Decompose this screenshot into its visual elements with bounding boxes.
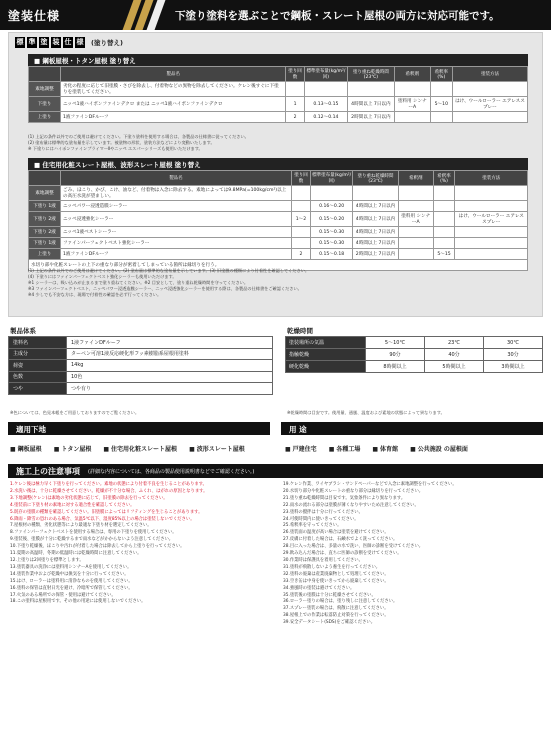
- table-cell: 4時間以上 7日以内: [353, 238, 399, 249]
- substrate-list: [10, 444, 245, 453]
- usage-item: ■ 戸建住宅: [285, 444, 317, 453]
- caution-item: 39.安全データシート(SDS)をご確認ください。: [283, 620, 375, 626]
- slate-title: ■ 住宅用化粧スレート屋根、波形スレート屋根 塗り替え: [28, 158, 528, 171]
- table-row: [29, 112, 528, 123]
- caution-item: 24.可使時間内に使いきってください。: [283, 516, 359, 522]
- table-cell: [433, 186, 455, 201]
- table-cell: [347, 82, 394, 97]
- row-label: 素地調整: [29, 82, 61, 97]
- usage-item: ■ 体育館: [372, 444, 398, 453]
- table-cell: 0.15〜0.30: [311, 227, 353, 238]
- note-line: ※3 ファインパーフェクトベスト、ニッペパワー浸透造膜シーラー、ニッペ浸透強化シーラーを使用する際は、各製品の仕様書をご確認ください。: [28, 286, 302, 291]
- note-line: ※4 少しでも不安な方は、現場で付着性の確認を必ず行ってください。: [28, 292, 162, 297]
- table-cell: [430, 82, 452, 97]
- caution-bar: [8, 464, 543, 478]
- table-row: [9, 371, 273, 383]
- product-cell: ニッペパワー浸透造膜シーラー: [61, 201, 292, 212]
- table-cell: [455, 249, 528, 260]
- table-row: [9, 337, 273, 349]
- page-title: 塗装仕様: [8, 9, 61, 23]
- product-cell: 1液ファインDFルーフ: [61, 249, 292, 260]
- product-value: 1液ファインDFルーフ: [67, 337, 273, 349]
- table-cell: 0.15〜0.18: [311, 249, 353, 260]
- table-row: [9, 383, 273, 395]
- caution-item: 17.火気のある場所での保管・使用は避けてください。: [10, 592, 116, 598]
- table-cell: [398, 249, 433, 260]
- caution-item: 7.屋根材の種類、劣化状態等により最適な下塗り材を選定してください。: [10, 523, 152, 529]
- caution-subtitle: (詳細な内容については、各商品の製品使用説明書などでご確認ください。): [88, 468, 255, 475]
- table-row: [29, 227, 528, 238]
- row-label: 下塗り 1液: [29, 238, 61, 249]
- caution-item: 38.屋根上での作業は転落防止対策を行ってください。: [283, 613, 389, 619]
- column-header: 23℃: [425, 337, 484, 349]
- product-key: 色数: [9, 371, 67, 383]
- column-header: 標準塗布量(kg/m²/回): [311, 171, 353, 186]
- table-cell: 0.15〜0.20: [311, 212, 353, 227]
- caution-item: 19.ケレン作業、ワイヤブラシ・サンドペーパーなどで入念に素地調整を行ってください。: [283, 482, 457, 487]
- table-row: [29, 201, 528, 212]
- note-line: (4) 下塗りにはファインパーフェクトベスト強化シーラーも使用いただけます。: [28, 274, 177, 279]
- table-cell: 8時間以上: [366, 361, 425, 373]
- table-footer-cell: 水切り部や化粧スレートの上下の重なり部分が密着してしまっている箇所は縁切りを行う。: [29, 260, 528, 271]
- badge-char: 標: [16, 38, 24, 46]
- caution-item: 18.この塗料は屋根用です。その他の用途には使用しないでください。: [10, 599, 146, 605]
- table-cell: 塗料用 シンナーA: [398, 212, 433, 227]
- caution-item: 31.塗料が飛散しないよう養生を行ってください。: [283, 564, 381, 570]
- table-cell: 3時間以上: [484, 361, 543, 373]
- header-bar: [0, 0, 551, 30]
- column-header: 30℃: [484, 337, 543, 349]
- column-header: 希釈率(%): [433, 171, 455, 186]
- column-header: 塗り回数: [286, 67, 305, 82]
- table-cell: 5〜10: [430, 97, 452, 112]
- caution-item: 28.目に入った場合は、多量の水で洗い、医師の診断を受けてください。: [283, 544, 424, 550]
- product-table: [8, 336, 273, 395]
- slate-table: [28, 170, 528, 271]
- note-line: (1) 上記の条件以外でのご使用は避けてください。(2) 塗布量は標準的な塗布量を示しています。(3) 旧塗膜の種類により付着性を確認してください。: [28, 268, 310, 273]
- substrate-title: 適用下地: [8, 422, 270, 435]
- table-cell: [398, 201, 433, 212]
- note-line: (1) 上記の条件以外でのご使用は避けてください。下塗り塗料を使用する場合は、各製品の仕様書に従ってください。: [28, 134, 249, 139]
- product-cell: 1液ファインDFルーフ: [61, 112, 286, 123]
- column-header: 塗装方法: [452, 67, 527, 82]
- table-cell: [398, 186, 433, 201]
- row-label: 下塗り: [29, 97, 61, 112]
- spec-badge: [15, 37, 123, 48]
- caution-item: 22.雨水の流れる部分は塗膜が薄くなりやすいため注意してください。: [283, 502, 419, 508]
- table-cell: 0.15〜0.30: [311, 238, 353, 249]
- slate-notes: [28, 268, 528, 298]
- table-cell: 塗料用 シンナーA: [394, 97, 430, 112]
- table-cell: 0.13〜0.15: [304, 97, 347, 112]
- table-cell: [291, 186, 310, 201]
- table-cell: [452, 112, 527, 123]
- table-row: [29, 212, 528, 227]
- product-key: 塗料名: [9, 337, 67, 349]
- column-header: 製品名: [61, 171, 292, 186]
- steel-table: [28, 66, 528, 123]
- table-row: [29, 186, 528, 201]
- table-cell: [311, 186, 353, 201]
- product-cell: ファインパーフェクトベスト強化シーラー: [61, 238, 292, 249]
- column-header: 希釈剤: [398, 171, 433, 186]
- badge-char: 仕: [64, 38, 72, 46]
- row-label: 上塗り: [29, 249, 61, 260]
- product-value: ターペン可溶1液反応硬化形フッ素樹脂系屋根用塗料: [67, 348, 273, 360]
- table-row: [9, 360, 273, 372]
- table-cell: [433, 212, 455, 227]
- substrate-item: ■ 波形スレート屋根: [189, 444, 245, 453]
- caution-item: 27.皮膚に付着した場合は、石鹸水でよく洗ってください。: [283, 537, 398, 543]
- table-header-row: [286, 337, 543, 349]
- usage-item: ■ 公共施設 の屋根面: [410, 444, 468, 453]
- table-cell: 5〜15: [433, 249, 455, 260]
- table-cell: [433, 238, 455, 249]
- table-header-row: [29, 67, 528, 82]
- drying-title: 乾燥時間: [287, 327, 313, 335]
- table-cell: 4時間以上 7日以内: [353, 201, 399, 212]
- caution-item: 14.塗装作業中および乾燥中は換気を十分に行ってください。: [10, 571, 129, 577]
- table-cell: はけ、ウールローラー エアレススプレー: [452, 97, 527, 112]
- column-header: [29, 171, 61, 186]
- product-cell: ごみ、ほこり、かび、こけ、油など、付着物は入念に除去する。素地によっては9.8MPa(=100kg/cm²)以上の高圧水洗が望ましい。: [61, 186, 292, 201]
- caution-item: 10.下塗り乾燥後、ほこりや汚れが付着した場合は除去してから上塗りを行ってください。: [10, 544, 185, 550]
- table-cell: 2: [286, 112, 305, 123]
- table-cell: 5時間以上: [425, 361, 484, 373]
- drying-note: ※乾燥時間は目安です。使用量、通風、温度および素地の状態によって異なります。: [287, 410, 445, 415]
- table-cell: [286, 82, 305, 97]
- table-cell: [353, 186, 399, 201]
- product-value: 10色: [67, 371, 273, 383]
- caution-right: [283, 482, 545, 627]
- row-label: 下塗り 2液: [29, 227, 61, 238]
- table-row: [29, 97, 528, 112]
- table-cell: 2時間以上 7日以内: [347, 112, 394, 123]
- column-header: 希釈剤: [394, 67, 430, 82]
- table-cell: 4時間以上 7日以内: [353, 212, 399, 227]
- table-cell: 2時間以上 7日以内: [353, 249, 399, 260]
- table-cell: 4時間以上 7日以内: [347, 97, 394, 112]
- drying-table: [285, 336, 543, 373]
- product-note: ※色については、色見本帳をご用意しておりますのでご覧ください。: [10, 410, 140, 415]
- column-header: 塗り回数: [291, 171, 310, 186]
- column-header: 標準塗布量(kg/m²/回): [304, 67, 347, 82]
- caution-item: 25.希釈率を守ってください。: [283, 523, 342, 529]
- steel-title: ■ 鋼板屋根・トタン屋根 塗り替え: [28, 54, 528, 67]
- note-line: ※1 シーラーは、吸い込みが止まるまで塗り重ねてください。※2 目安として、塗り重ね乾燥時間を守ってください。: [28, 280, 249, 285]
- table-cell: [430, 112, 452, 123]
- row-label: 下塗り 2液: [29, 212, 61, 227]
- caution-item: 20.水切り部分や化粧スレートの重なり部分は縁切りを行ってください。: [283, 488, 424, 494]
- note-line: (2) 塗布量は標準的な塗布量を示しています。被塗物の形状、塗装方法などにより変動いたします。: [28, 140, 215, 145]
- caution-item: 36.ローラー塗りの場合は、塗り残しに注意してください。: [283, 599, 398, 605]
- caution-item: 30.作業時は保護具を着用してください。: [283, 557, 363, 563]
- usage-title: 用 途: [281, 422, 543, 435]
- table-cell: [291, 238, 310, 249]
- table-cell: [398, 227, 433, 238]
- column-header: [29, 67, 61, 82]
- column-header: 製品名: [61, 67, 286, 82]
- table-cell: 0.12〜0.14: [304, 112, 347, 123]
- drying-key: 硬化乾燥: [286, 361, 366, 373]
- row-label: 上塗り: [29, 112, 61, 123]
- caution-item: 37.スプレー塗装の場合は、飛散に注意してください。: [283, 606, 389, 612]
- table-cell: 2: [291, 249, 310, 260]
- row-label: 下塗り 1液: [29, 201, 61, 212]
- row-label: 素地調整: [29, 186, 61, 201]
- product-key: つや: [9, 383, 67, 395]
- table-row: [286, 349, 543, 361]
- table-cell: 40分: [425, 349, 484, 361]
- table-cell: [394, 112, 430, 123]
- substrate-item: ■ トタン屋根: [54, 444, 92, 453]
- table-cell: 30分: [484, 349, 543, 361]
- table-cell: 0.16〜0.20: [311, 201, 353, 212]
- caution-item: 2.水洗い後は、十分に乾燥させてください。乾燥が不十分な場合、ふくれ、はがれの原因となります。: [10, 488, 208, 494]
- product-key: 荷姿: [9, 360, 67, 372]
- caution-item: 32.塗料の廃棄は産業廃棄物として処理してください。: [283, 571, 389, 577]
- table-cell: 1: [286, 97, 305, 112]
- table-cell: [398, 238, 433, 249]
- drying-key: 指触乾燥: [286, 349, 366, 361]
- table-cell: 90分: [366, 349, 425, 361]
- caution-item: 34.強風時の塗装は避けてください。: [283, 585, 355, 591]
- steel-notes: [28, 134, 528, 152]
- usage-list: [285, 444, 468, 453]
- column-header: 5〜10℃: [366, 337, 425, 349]
- table-cell: [394, 82, 430, 97]
- table-cell: [455, 227, 528, 238]
- table-header-row: [29, 171, 528, 186]
- note-line: ※ 下塗りにはハイポンファインプライマーⅡやニッペ エスパーシリーズも使用いただけます。: [28, 146, 203, 151]
- substrate-item: ■ 住宅用化粧スレート屋根: [103, 444, 177, 453]
- table-row: [29, 249, 528, 260]
- table-row: [29, 238, 528, 249]
- caution-item: 15.はけ、ローラーは塗料用に清浄なものを使用してください。: [10, 578, 133, 584]
- table-row: [29, 82, 528, 97]
- caution-item: 26.塗装面の温度が高い場合は塗装を避けてください。: [283, 530, 389, 536]
- table-cell: [455, 201, 528, 212]
- caution-left: [10, 482, 272, 606]
- badge-char: 塗: [40, 38, 48, 46]
- table-cell: はけ、ウールローラー エアレススプレー: [455, 212, 528, 227]
- caution-title: 施工上の注意事項: [16, 466, 80, 476]
- badge-after: (塗り替え): [91, 39, 123, 47]
- caution-item: 33.空き缶は中身を使いきってから廃棄してください。: [283, 578, 389, 584]
- page-tagline: 下塗り塗料を選ぶことで鋼板・スレート屋根の両方に対応可能です。: [175, 10, 500, 22]
- product-value: 14kg: [67, 360, 273, 372]
- column-header: 塗装場所の気温: [286, 337, 366, 349]
- table-cell: [291, 227, 310, 238]
- table-cell: 4時間以上 7日以内: [353, 227, 399, 238]
- table-cell: [455, 186, 528, 201]
- table-cell: 1〜2: [291, 212, 310, 227]
- caution-item: 11.夏期の高温時、冬期の低温時には乾燥時間に注意してください。: [10, 551, 142, 557]
- caution-item: 9.塗装後、塗膜が十分に乾燥するまで雨水などがかからないよう注意してください。: [10, 537, 174, 543]
- column-header: 塗り重ね乾燥時間(23℃): [347, 67, 394, 82]
- table-cell: [433, 227, 455, 238]
- product-value: つや有り: [67, 383, 273, 395]
- badge-char: 準: [28, 38, 36, 46]
- caution-item: 16.塗料の保管は直射日光を避け、冷暗所で保管してください。: [10, 585, 133, 591]
- product-title: 製品体系: [10, 327, 36, 335]
- product-cell: ニッペ1液ベストシーラー: [61, 227, 292, 238]
- table-cell: [452, 82, 527, 97]
- table-row: [286, 361, 543, 373]
- product-key: 主成分: [9, 348, 67, 360]
- badge-char: 装: [52, 38, 60, 46]
- table-cell: [291, 201, 310, 212]
- usage-item: ■ 各種工場: [329, 444, 361, 453]
- product-cell: ニッペ1液ハイポンファインデクロ または ニッペ1液ハイポンファインデクロ: [61, 97, 286, 112]
- product-cell: ニッペ浸透強化シーラー: [61, 212, 292, 227]
- product-cell: 劣化の程度に応じて旧塗膜・さびを除去し、付着物などの異物を除去してください。ケレン後すぐに下塗りを塗装してください。: [61, 82, 286, 97]
- caution-item: 1.ケレン後は極力早く下塗りを行ってください。素地の状態により付着不良を生じることがあります。: [10, 482, 207, 487]
- caution-item: 23.塗料の攪拌は十分に行ってください。: [283, 509, 363, 515]
- caution-item: 8.ファインパーフェクトベストを使用する場合は、専用の下塗りを使用してください。: [10, 530, 177, 536]
- column-header: 塗装方法: [455, 171, 528, 186]
- table-row: [9, 348, 273, 360]
- column-header: 希釈率(%): [430, 67, 452, 82]
- caution-item: 5.既存の塗膜の種類を確認してください。旧塗膜によってはリフティングを生じることがあります。: [10, 509, 203, 515]
- caution-item: 13.塗装器具の洗浄には塗料用シンナーAを使用してください。: [10, 564, 132, 570]
- substrate-item: ■ 鋼板屋根: [10, 444, 42, 453]
- caution-item: 4.塗装前に下塗り材の素地に対する適合性を確認してください。: [10, 502, 135, 508]
- caution-item: 12.上塗りは2回塗りを標準とします。: [10, 557, 84, 563]
- caution-item: 35.塗装後の塗膜は十分に乾燥させてください。: [283, 592, 376, 598]
- table-cell: [455, 238, 528, 249]
- badge-char: 様: [76, 38, 84, 46]
- caution-item: 3.下地調整(ケレン)は素地の劣化状態に応じて、旧塗膜の除去を行ってください。: [10, 495, 168, 501]
- caution-item: 6.降雨・降雪の恐れのある場合、気温5℃以下、湿度85%以上の場合は塗装しないでください。: [10, 516, 195, 522]
- table-cell: [433, 201, 455, 212]
- column-header: 塗り重ね乾燥時間(23℃): [353, 171, 399, 186]
- caution-item: 29.飲み込んだ場合は、直ちに医師の診断を受けてください。: [283, 551, 402, 557]
- caution-item: 21.塗り重ね乾燥時間は目安です。気象条件により異なります。: [283, 495, 406, 501]
- table-cell: [304, 82, 347, 97]
